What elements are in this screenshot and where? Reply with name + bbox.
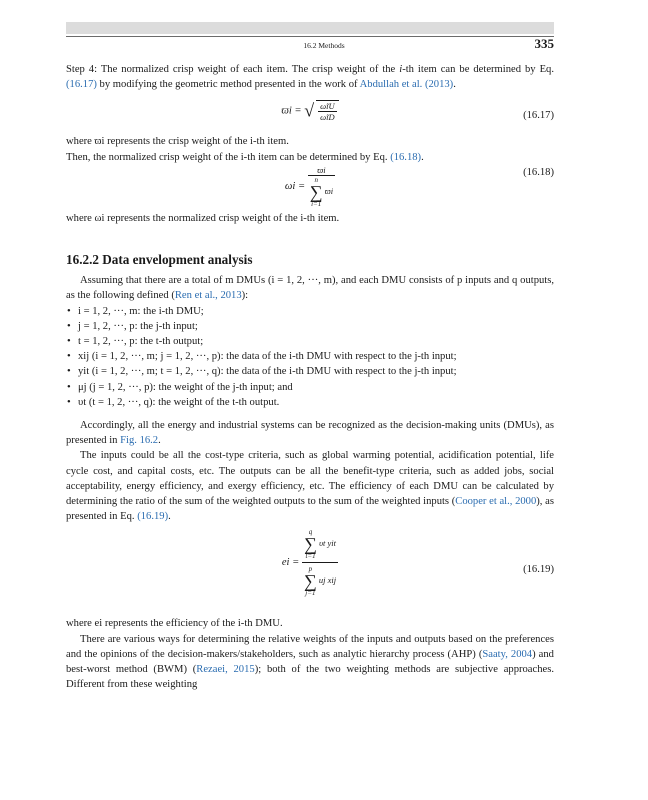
dea-intro: Assuming that there are a total of m DMUs (i = 1, 2, ···, m), and each DMU consists of p inputs and q outputs, as the following defined (Ren et al., 2013): — [66, 275, 554, 302]
fig-ref-16-2[interactable]: Fig. 16.2 — [120, 435, 159, 447]
eq-ref-16-17[interactable]: (16.17) — [66, 79, 97, 91]
definition-list — [66, 304, 554, 410]
equation-16-18: ωi = ϖi n ∑ i=1 ϖi (16.18) — [284, 164, 554, 208]
equation-16-19: ei = q ∑ t=1 υt yit p ∑ j=1 uj xij (16.19) — [281, 528, 554, 598]
list-item: • μj (j = 1, 2, ···, p): the weight of the j-th input; and — [78, 380, 554, 395]
cite-ren[interactable]: Ren et al., 2013 — [174, 290, 242, 302]
cite-rezaei[interactable]: Rezaei, 2015 — [196, 664, 255, 676]
list-item: • i = 1, 2, ···, m: the i-th DMU; — [78, 304, 554, 319]
list-item: • yit (i = 1, 2, ···, m; t = 1, 2, ···, q): the data of the i-th DMU with respect to the j-th input; — [78, 364, 554, 379]
body-text — [66, 62, 554, 692]
eq-number: (16.19) — [523, 564, 554, 576]
after-16-19: where ei represents the efficiency of the i-th DMU. — [66, 618, 283, 630]
cite-saaty[interactable]: Saaty, 2004 — [482, 648, 533, 660]
eq-number: (16.18) — [523, 166, 554, 178]
eq-number: (16.17) — [523, 110, 554, 122]
section-heading: 16.2.2 Data envelopment analysis — [66, 252, 253, 268]
header-rule — [66, 36, 554, 37]
after-16-17: where ϖi represents the crisp weight of the i-th item. — [66, 136, 289, 148]
cite-cooper[interactable]: Cooper et al., 2000 — [455, 496, 537, 508]
page-number: 335 — [534, 36, 554, 51]
cite-abdullah[interactable]: Abdullah et al. (2013) — [359, 79, 454, 91]
paragraph-weighting: There are various ways for determining the relative weights of the inputs and outputs based on the preferences and the opinions of the decision-makers/stakeholders, such as analytic hierarchy process (AHP) (Saaty, 2004) and best-worst method (BWM) (Rezaei, 2015); both of the two weighting methods are subjective approaches. Different from these weighting — [66, 633, 554, 691]
eq-ref-16-19[interactable]: (16.19) — [137, 511, 169, 523]
eq-ref-16-18[interactable]: (16.18) — [390, 151, 422, 163]
step4-paragraph: Step 4: The normalized crisp weight of each item. The crisp weight of the i-th item can be determined by Eq. (16.17) by modifying the geometric method presented in the work of Abdullah et al. (2013). — [66, 64, 554, 91]
list-item: • j = 1, 2, ···, p: the j-th input; — [78, 319, 554, 334]
equation-16-17: ϖi = √ $\frac{\omegãiU}{\omegãiD}$ (16.17) — [281, 100, 554, 123]
paragraph-dmu: Accordingly, all the energy and industrial systems can be recognized as the decision-making units (DMUs), as presented in Fig. 16.2. — [66, 420, 554, 447]
header-bar — [66, 22, 554, 34]
after-16-18: where ωi represents the normalized crisp weight of the i-th item. — [66, 212, 340, 224]
list-item: • υt (t = 1, 2, ···, q): the weight of the t-th output. — [78, 395, 554, 410]
running-title: 16.2 Methods — [303, 41, 345, 50]
then-line: Then, the normalized crisp weight of the i-th item can be determined by Eq. (16.18). — [66, 151, 424, 163]
paragraph-inputs: The inputs could be all the cost-type criteria, such as global warming potential, acidification potential, life cycle cost, and capital costs, etc. The outputs can be all the benefit-type criteria, such as added jobs, social acceptability, energy efficiency, and exergy efficiency, etc. The efficiency of each DMU can be calculated by determining the ratio of the sum of the weighted outputs to the sum of the weighted inputs (Cooper et al., 2000), as presented in Eq. (16.19). — [66, 450, 554, 523]
list-item: • t = 1, 2, ···, p: the t-th output; — [78, 334, 554, 349]
list-item: • xij (i = 1, 2, ···, m; j = 1, 2, ···, p): the data of the i-th DMU with respect to the j-th input; — [78, 349, 554, 364]
